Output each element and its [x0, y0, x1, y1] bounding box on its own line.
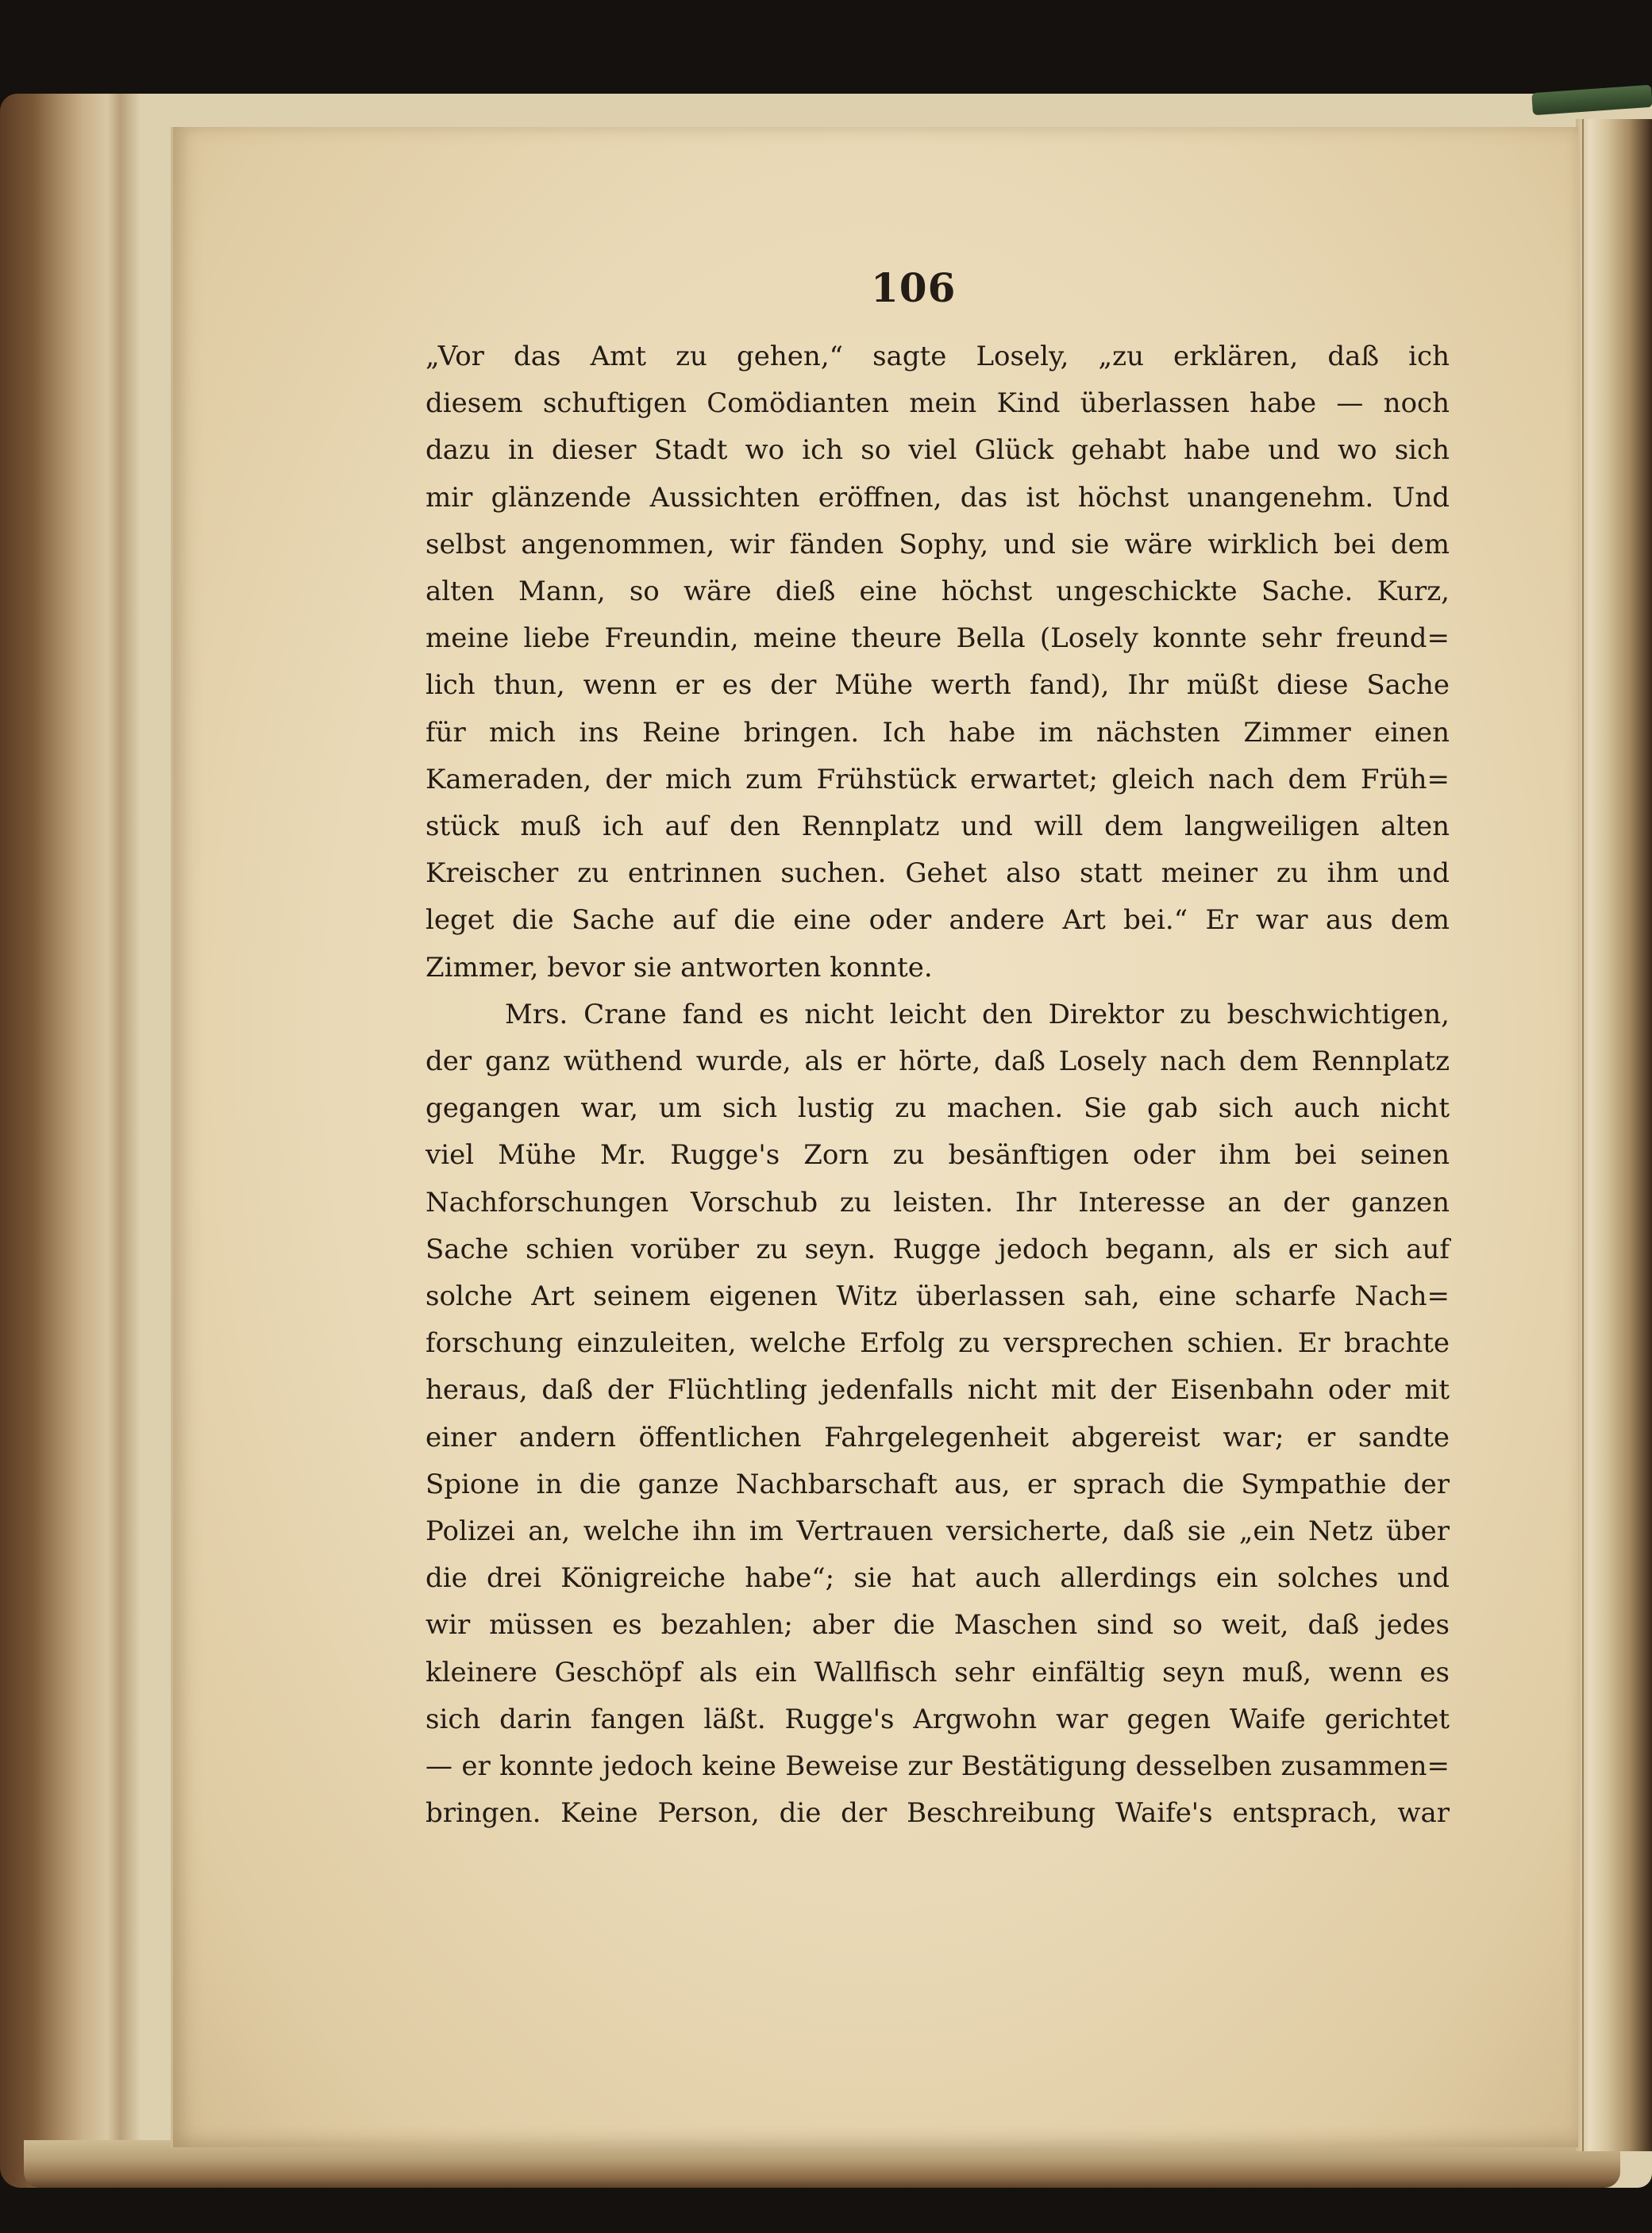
text-line: alten Mann, so wäre dieß eine höchst ungeschickte Sache. Kurz, [426, 576, 1450, 608]
page-edges-bottom [24, 2140, 1620, 2188]
text-line: meine liebe Freundin, meine theure Bella (Losely konnte sehr freund= [426, 622, 1450, 655]
text-line: bringen. Keine Person, die der Beschreibung Waife's entsprach, war [426, 1797, 1450, 1830]
text-line: mir glänzende Aussichten eröffnen, das ist höchst unangenehm. Und [426, 481, 1450, 514]
text-line: Polizei an, welche ihn im Vertrauen versicherte, daß sie „ein Netz über [426, 1515, 1450, 1548]
text-line: „Vor das Amt zu gehen,“ sagte Losely, „zu erklären, daß ich [426, 341, 1450, 372]
page-number: 106 [871, 264, 957, 311]
text-line: Kreischer zu entrinnen suchen. Gehet also statt meiner zu ihm und [426, 857, 1450, 890]
text-line: Zimmer, bevor sie antworten konnte. [426, 951, 933, 984]
text-line: diesem schuftigen Comödianten mein Kind überlassen habe — noch [426, 387, 1450, 420]
text-line: Spione in die ganze Nachbarschaft aus, er sprach die Sympathie der [426, 1468, 1450, 1500]
text-line: stück muß ich auf den Rennplatz und will dem langweiligen alten [426, 810, 1450, 843]
text-line: wir müssen es bezahlen; aber die Maschen sind so weit, daß jedes [426, 1609, 1450, 1642]
text-line: Mrs. Crane fand es nicht leicht den Direktor zu beschwichtigen, [505, 998, 1450, 1030]
text-line: Sache schien vorüber zu seyn. Rugge jedoch begann, als er sich auf [426, 1233, 1450, 1265]
page-text [426, 333, 1450, 1838]
text-line: leget die Sache auf die eine oder andere Art bei.“ Er war aus dem [426, 904, 1450, 937]
text-line: heraus, daß der Flüchtling jedenfalls nicht mit der Eisenbahn oder mit [426, 1374, 1450, 1407]
text-line: Nachforschungen Vorschub zu leisten. Ihr Interesse an der ganzen [426, 1186, 1450, 1219]
text-line: selbst angenommen, wir fänden Sophy, und sie wäre wirklich bei dem [426, 528, 1450, 560]
text-line: der ganz wüthend wurde, als er hörte, daß Losely nach dem Rennplatz [426, 1045, 1450, 1078]
text-line: einer andern öffentlichen Fahrgelegenheit abgereist war; er sandte [426, 1421, 1450, 1453]
text-line: viel Mühe Mr. Rugge's Zorn zu besänftigen oder ihm bei seinen [426, 1139, 1450, 1172]
text-line: lich thun, wenn er es der Mühe werth fand), Ihr müßt diese Sache [426, 669, 1450, 702]
text-line: — er konnte jedoch keine Beweise zur Bestätigung desselben zusammen= [426, 1750, 1450, 1783]
text-line: sich darin fangen läßt. Rugge's Argwohn war gegen Waife gerichtet [426, 1703, 1450, 1735]
facing-page-edge [1576, 119, 1652, 2151]
text-line: Kameraden, der mich zum Frühstück erwartet; gleich nach dem Früh= [426, 763, 1450, 795]
text-line: für mich ins Reine bringen. Ich habe im nächsten Zimmer einen [426, 716, 1450, 749]
text-line: forschung einzuleiten, welche Erfolg zu versprechen schien. Er brachte [426, 1327, 1450, 1360]
text-line: gegangen war, um sich lustig zu machen. Sie gab sich auch nicht [426, 1092, 1450, 1125]
text-line: die drei Königreiche habe“; sie hat auch allerdings ein solches und [426, 1562, 1450, 1595]
text-line: dazu in dieser Stadt wo ich so viel Glück gehabt habe und wo sich [426, 434, 1450, 467]
text-line: kleinere Geschöpf als ein Wallfisch sehr einfältig seyn muß, wenn es [426, 1656, 1450, 1688]
text-line: solche Art seinem eigenen Witz überlassen sah, eine scharfe Nach= [426, 1280, 1450, 1313]
